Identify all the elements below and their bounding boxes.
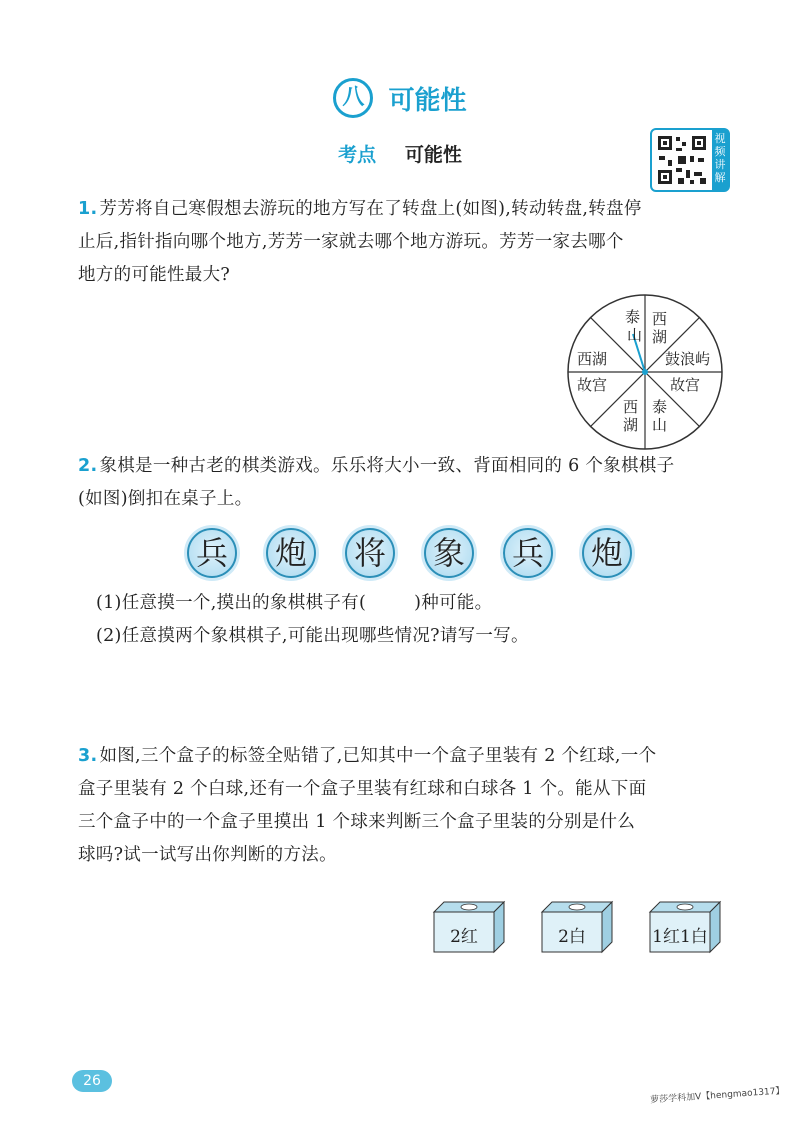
chapter-number: 八	[333, 78, 373, 118]
wheel-label-2: 西湖	[652, 310, 668, 346]
question-1	[78, 193, 738, 292]
q2-sub-1: (1)任意摸一个,摸出的象棋棋子有( )种可能。	[96, 593, 493, 613]
chapter-title: 可能性	[388, 85, 467, 116]
chapter-header	[0, 78, 800, 118]
box-label-2: 2白	[558, 927, 586, 947]
q3-number: 3.	[78, 746, 98, 766]
q1-line-3: 地方的可能性最大?	[78, 265, 231, 285]
q3-line-2: 盒子里装有 2 个白球,还有一个盒子里装有红球和白球各 1 个。能从下面	[78, 779, 647, 799]
question-3	[78, 740, 738, 872]
box-label-3: 1红1白	[652, 927, 708, 947]
watermark: 萝莎学科加V【hengmao1317】	[649, 1086, 785, 1106]
spinner-wheel	[565, 292, 725, 452]
wheel-label-4: 故宫	[670, 376, 701, 394]
chess-piece: 兵	[503, 528, 553, 578]
q2-number: 2.	[78, 456, 98, 476]
q2-line-2: (如图)倒扣在桌子上。	[78, 489, 253, 509]
chess-piece: 炮	[582, 528, 632, 578]
wheel-label-8: 西湖	[577, 350, 608, 368]
q1-line-1: 1. 芳芳将自己寒假想去游玩的地方写在了转盘上(如图),转动转盘,转盘停	[78, 199, 642, 219]
chess-piece: 象	[424, 528, 474, 578]
box-label-1: 2红	[450, 927, 478, 947]
chess-piece: 将	[345, 528, 395, 578]
q2-line-1: 2. 象棋是一种古老的棋类游戏。乐乐将大小一致、背面相同的 6 个象棋棋子	[78, 456, 675, 476]
wheel-label-7: 故宫	[577, 376, 608, 394]
chess-piece: 炮	[266, 528, 316, 578]
wheel-label-1: 泰山	[625, 308, 643, 344]
topic-label: 考点	[338, 144, 377, 166]
question-2	[78, 450, 738, 516]
q1-number: 1.	[78, 199, 98, 219]
wheel-label-3: 鼓浪屿	[665, 350, 711, 368]
chess-piece: 兵	[187, 528, 237, 578]
qr-code-badge[interactable]	[650, 128, 730, 192]
qr-code-icon	[656, 134, 708, 186]
wheel-label-5: 泰山	[652, 398, 668, 434]
wheel-label-6: 西湖	[623, 398, 639, 434]
page-number: 26	[72, 1070, 112, 1092]
qr-side-label: 视频讲解	[712, 130, 728, 190]
q2-sub-2: (2)任意摸两个象棋棋子,可能出现哪些情况?请写一写。	[96, 626, 529, 646]
q3-line-1: 3. 如图,三个盒子的标签全贴错了,已知其中一个盒子里装有 2 个红球,一个	[78, 746, 657, 766]
q3-line-3: 三个盒子中的一个盒子里摸出 1 个球来判断三个盒子里装的分别是什么	[78, 812, 636, 832]
q1-line-2: 止后,指针指向哪个地方,芳芳一家就去哪个地方游玩。芳芳一家去哪个	[78, 232, 624, 252]
topic-value: 可能性	[404, 144, 462, 166]
q3-line-4: 球吗?试一试写出你判断的方法。	[78, 845, 337, 865]
